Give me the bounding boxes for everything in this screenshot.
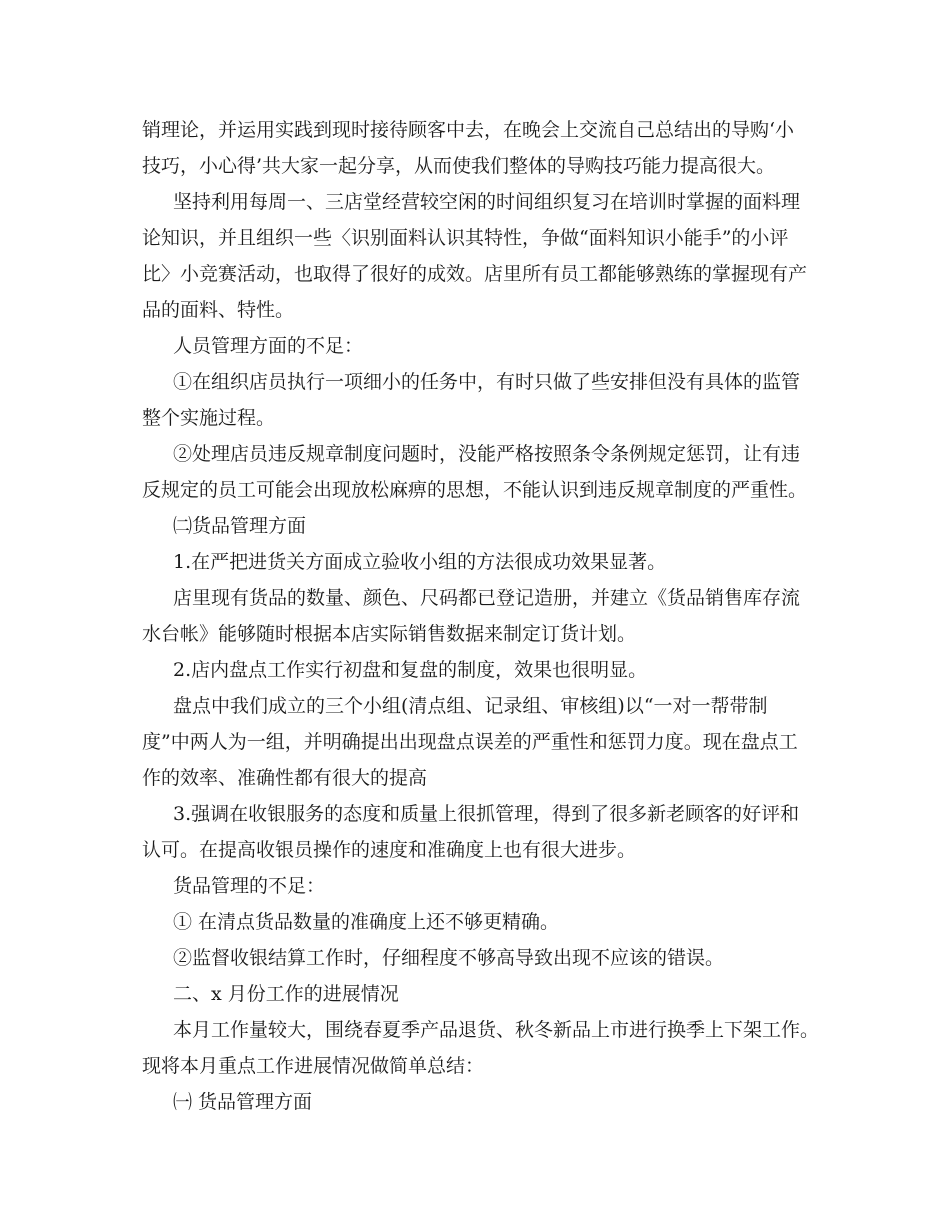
text-line: 二、x 月份工作的进展情况 (173, 983, 399, 1005)
text-line: 比〉小竞赛活动，也取得了很好的成效。店里所有员工都能够熟练的掌握现有产 (142, 263, 808, 285)
text-line: 论知识，并且组织一些〈识别面料认识其特性，争做“面料知识小能手”的小评 (142, 227, 789, 249)
text-line: 技巧，小心得’共大家一起分享，从而使我们整体的导购技巧能力提高很大。 (142, 155, 776, 177)
text-line: 度”中两人为一组，并明确提出出现盘点误差的严重性和惩罚力度。现在盘点工 (142, 731, 798, 753)
text-line: ① 在清点货品数量的准确度上还不够更精确。 (173, 911, 560, 933)
text-line: ②处理店员违反规章制度问题时，没能严格按照条令条例规定惩罚，让有违 (173, 443, 801, 465)
text-line: 销理论，并运用实践到现时接待顾客中去，在晚会上交流自己总结出的导购‘小 (142, 119, 795, 141)
text-line: 坚持利用每周一、三店堂经营较空闲的时间组织复习在培训时掌握的面料理 (173, 191, 801, 213)
text-line: ㈡货品管理方面 (173, 515, 307, 537)
text-line: 水台帐》能够随时根据本店实际销售数据来制定订货计划。 (142, 623, 637, 645)
text-line: ㈠ 货品管理方面 (173, 1091, 313, 1113)
text-line: 3.强调在收银服务的态度和质量上很抓管理，得到了很多新老顾客的好评和 (173, 803, 800, 825)
text-line: 反规定的员工可能会出现放松麻痹的思想，不能认识到违反规章制度的严重性。 (142, 479, 808, 501)
text-line: ②监督收银结算工作时，仔细程度不够高导致出现不应该的错误。 (173, 947, 725, 969)
text-line: 本月工作量较大，围绕春夏季产品退货、秋冬新品上市进行换季上下架工作。 (173, 1019, 820, 1041)
text-line: 1.在严把进货关方面成立验收小组的方法很成功效果显著。 (173, 551, 667, 573)
text-line: 店里现有货品的数量、颜色、尺码都已登记造册，并建立《货品销售库存流 (173, 587, 801, 609)
text-line: 现将本月重点工作进展情况做简单总结： (142, 1055, 485, 1077)
text-line: 作的效率、准确性都有很大的提高 (142, 767, 428, 789)
text-line: 认可。在提高收银员操作的速度和准确度上也有很大进步。 (142, 839, 637, 861)
text-line: 人员管理方面的不足： (173, 335, 364, 357)
text-line: 盘点中我们成立的三个小组(清点组、记录组、审核组)以“一对一帮带制 (173, 695, 768, 717)
text-line: 2.店内盘点工作实行初盘和复盘的制度，效果也很明显。 (173, 659, 648, 681)
text-line: ①在组织店员执行一项细小的任务中，有时只做了些安排但没有具体的监管 (173, 371, 801, 393)
text-line: 整个实施过程。 (142, 407, 276, 429)
document-body (142, 112, 822, 1120)
text-line: 货品管理的不足： (173, 875, 326, 897)
text-line: 品的面料、特性。 (142, 299, 295, 321)
